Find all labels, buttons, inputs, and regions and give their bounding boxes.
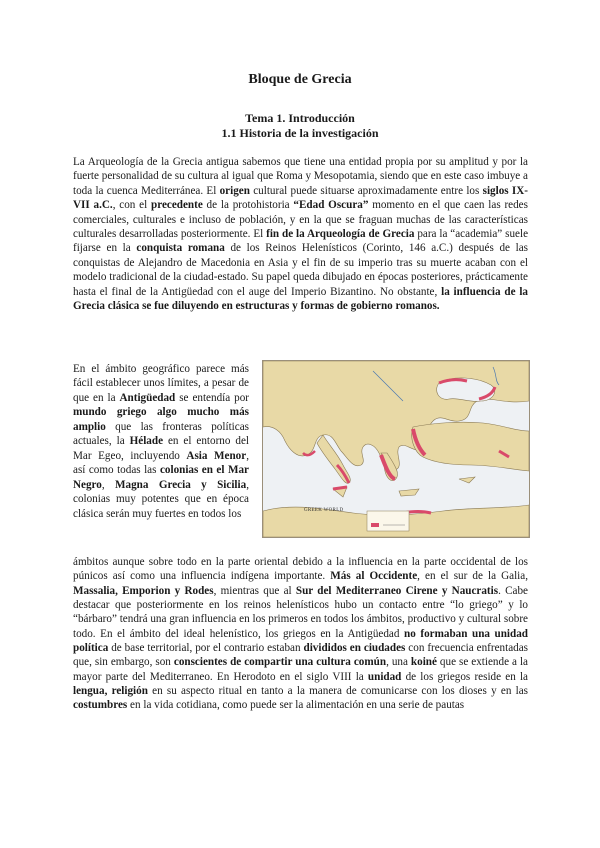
text-run: que se extiende a la mayor parte del Mediterraneo. En Herodoto en el siglo VIII la: [73, 656, 528, 683]
text-run: momento en el que caen las redes comerciales, culturales e incluso de población, y en la que se fraguan muchas de las características culturales desarrolladas posteriormente. El: [73, 199, 528, 241]
intro-paragraph: [73, 155, 528, 313]
text-run: en el entorno del Mar Egeo, incluyendo: [73, 435, 249, 462]
text-run: , así como todas las: [73, 449, 249, 477]
text-run: ,: [101, 478, 116, 491]
bold-run: precedente: [151, 199, 203, 212]
text-run: , una: [386, 656, 411, 669]
text-run: , con el: [112, 199, 151, 212]
text-run: de la protohistoria: [202, 199, 294, 212]
text-run: de los Reinos Helenísticos (Corinto, 146 a.C.) después de las conquistas de Alejandro de Macedonia en Asia y el fin de su imperio tras su muerte acaban con el modelo tradicional de la ciudad-estado. Su papel queda dibujado en épocas posteriores, prácticamente hasta el final de la Antigüedad con el auge del Imperio Bizantino. No obstante,: [73, 242, 528, 298]
greek-world-map: [262, 360, 530, 538]
bold-run: Más al Occidente: [330, 570, 418, 583]
text-run: en su aspecto ritual en tanto a la manera de comunicarse con los dioses y en las: [147, 685, 529, 698]
bold-run: Asia Menor: [186, 449, 247, 462]
section-heading: 1.1 Historia de la investigación: [221, 126, 379, 140]
bold-run: no formaban una unidad política: [73, 627, 528, 655]
map-illustration: [263, 361, 529, 537]
geography-paragraph: [73, 362, 249, 521]
text-run: ámbitos aunque sobre todo en la parte oriental debido a la influencia en la parte occidental de los púnicos así como una influencia indígena importante.: [73, 556, 528, 583]
bold-run: Massalia, Emporion y Rodes: [73, 584, 214, 597]
bold-run: “Edad Oscura”: [293, 199, 369, 212]
bold-run: conquista romana: [136, 242, 225, 255]
text-run: cultural puede situarse aproximadamente entre los: [249, 184, 483, 197]
bold-run: Sur del Mediterraneo Cirene y Naucratis: [295, 584, 499, 597]
bold-run: la influencia de la Grecia clásica se fue diluyendo en estructuras y formas de gobierno romanos.: [73, 285, 528, 313]
bold-run: Antigüedad: [119, 391, 176, 404]
bold-run: unidad: [367, 670, 402, 683]
text-run: , mientras que al: [213, 584, 296, 597]
bold-run: costumbres: [73, 699, 128, 712]
text-run: , en el sur de la Galia,: [417, 570, 528, 583]
bold-run: siglos IX-VII a.C.: [73, 184, 528, 212]
bold-run: koiné: [410, 656, 437, 669]
text-run: La Arqueología de la Grecia antigua sabemos que tiene una entidad propia por su amplitud y por la fuerte personalidad de su cultura al igual que Roma y Mesopotamia, siendo que en este caso imbuye a toda la cuenca Mediterránea. El: [73, 156, 528, 197]
bold-run: conscientes de compartir una cultura común: [173, 656, 387, 669]
text-run: de base territorial, por el contrario estaban: [108, 642, 304, 655]
bold-run: origen: [219, 184, 250, 197]
text-run: en la vida cotidiana, como puede ser la alimentación en una serie de pautas: [127, 699, 465, 712]
text-run: que las fronteras políticas actuales, la: [73, 420, 249, 448]
bold-run: fin de la Arqueología de Grecia: [266, 228, 415, 241]
text-run: para la “academia” suele fijarse en la: [73, 228, 529, 255]
text-run: , colonias muy potentes que en época clásica serán muy fuertes en todos los: [73, 478, 249, 520]
text-run: En el ámbito geográfico parece más fácil establecer unos límites, a pesar de que en la: [73, 363, 249, 404]
bold-run: lengua, religión: [73, 685, 148, 698]
text-run: con frecuencia enfrentadas que, sin embargo, son: [73, 642, 528, 669]
unity-paragraph: [73, 555, 528, 713]
document-title: Bloque de Grecia: [248, 72, 352, 87]
topic-heading: Tema 1. Introducción: [245, 111, 355, 125]
text-run: se entendía por: [175, 391, 249, 404]
bold-run: Magna Grecia y Sicilia: [115, 478, 247, 491]
text-run: de los griegos reside en la: [401, 670, 528, 683]
bold-run: colonias en el Mar Negro: [73, 464, 249, 491]
text-run: . Cabe destacar que posteriormente en los reinos helenísticos hubo un contacto entre “lo griego” y lo “bárbaro” tendrá una gran influencia en los primeros en todos los ámbitos, productivo y cultural sobre todo. En el ámbito del ideal helenístico, los griegos en la Antigüedad: [73, 584, 528, 640]
bold-run: Hélade: [129, 435, 164, 448]
map-caption: GREEK WORLD: [304, 508, 344, 513]
bold-run: mundo griego algo mucho más amplio: [73, 406, 249, 433]
bold-run: divididos en ciudades: [303, 642, 406, 655]
